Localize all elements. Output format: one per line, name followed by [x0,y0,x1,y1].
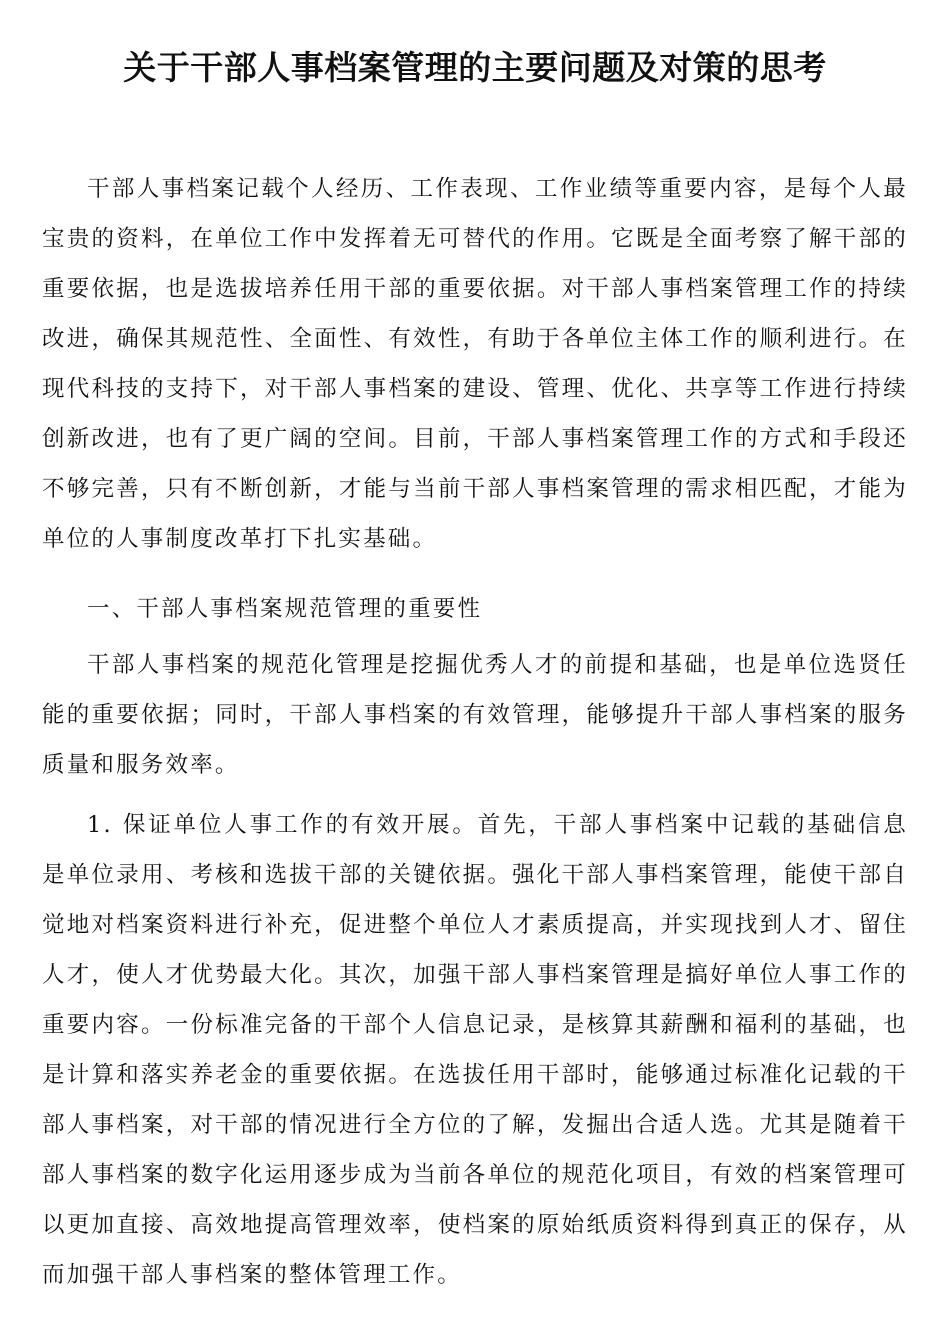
paragraph-gap [42,790,908,800]
document-body [42,164,908,1300]
section-heading-1: 一、干部人事档案规范管理的重要性 [87,596,483,622]
intro-paragraph: 干部人事档案记载个人经历、工作表现、工作业绩等重要内容，是每个人最宝贵的资料，在单位工作中发挥着无可替代的作用。它既是全面考察了解干部的重要依据，也是选拔培养任用干部的重要依据。对干部人事档案管理工作的持续改进，确保其规范性、全面性、有效性，有助于各单位主体工作的顺利进行。在现代科技的支持下，对干部人事档案的建设、管理、优化、共享等工作进行持续创新改进，也有了更广阔的空间。目前，干部人事档案管理工作的方式和手段还不够完善，只有不断创新，才能与当前干部人事档案管理的需求相匹配，才能为单位的人事制度改革打下扎实基础。 [42,176,908,552]
paragraph-gap [42,564,908,574]
section-1-paragraph: 干部人事档案的规范化管理是挖掘优秀人才的前提和基础，也是单位选贤任能的重要依据；同时，干部人事档案的有效管理，能够提升干部人事档案的服务质量和服务效率。 [42,652,908,778]
point-1-paragraph: 1. 保证单位人事工作的有效开展。首先，干部人事档案中记载的基础信息是单位录用、考核和选拔干部的关键依据。强化干部人事档案管理，能使干部自觉地对档案资料进行补充，促进整个单位人才素质提高，并实现找到人才、留住人才，使人才优势最大化。其次，加强干部人事档案管理是搞好单位人事工作的重要内容。一份标准完备的干部个人信息记录，是核算其薪酬和福利的基础，也是计算和落实养老金的重要依据。在选拔任用干部时，能够通过标准化记载的干部人事档案，对干部的情况进行全方位的了解，发掘出合适人选。尤其是随着干部人事档案的数字化运用逐步成为当前各单位的规范化项目，有效的档案管理可以更加直接、高效地提高管理效率，使档案的原始纸质资料得到真正的保存，从而加强干部人事档案的整体管理工作。 [42,812,908,1288]
document-title: 关于干部人事档案管理的主要问题及对策的思考 [123,48,827,87]
